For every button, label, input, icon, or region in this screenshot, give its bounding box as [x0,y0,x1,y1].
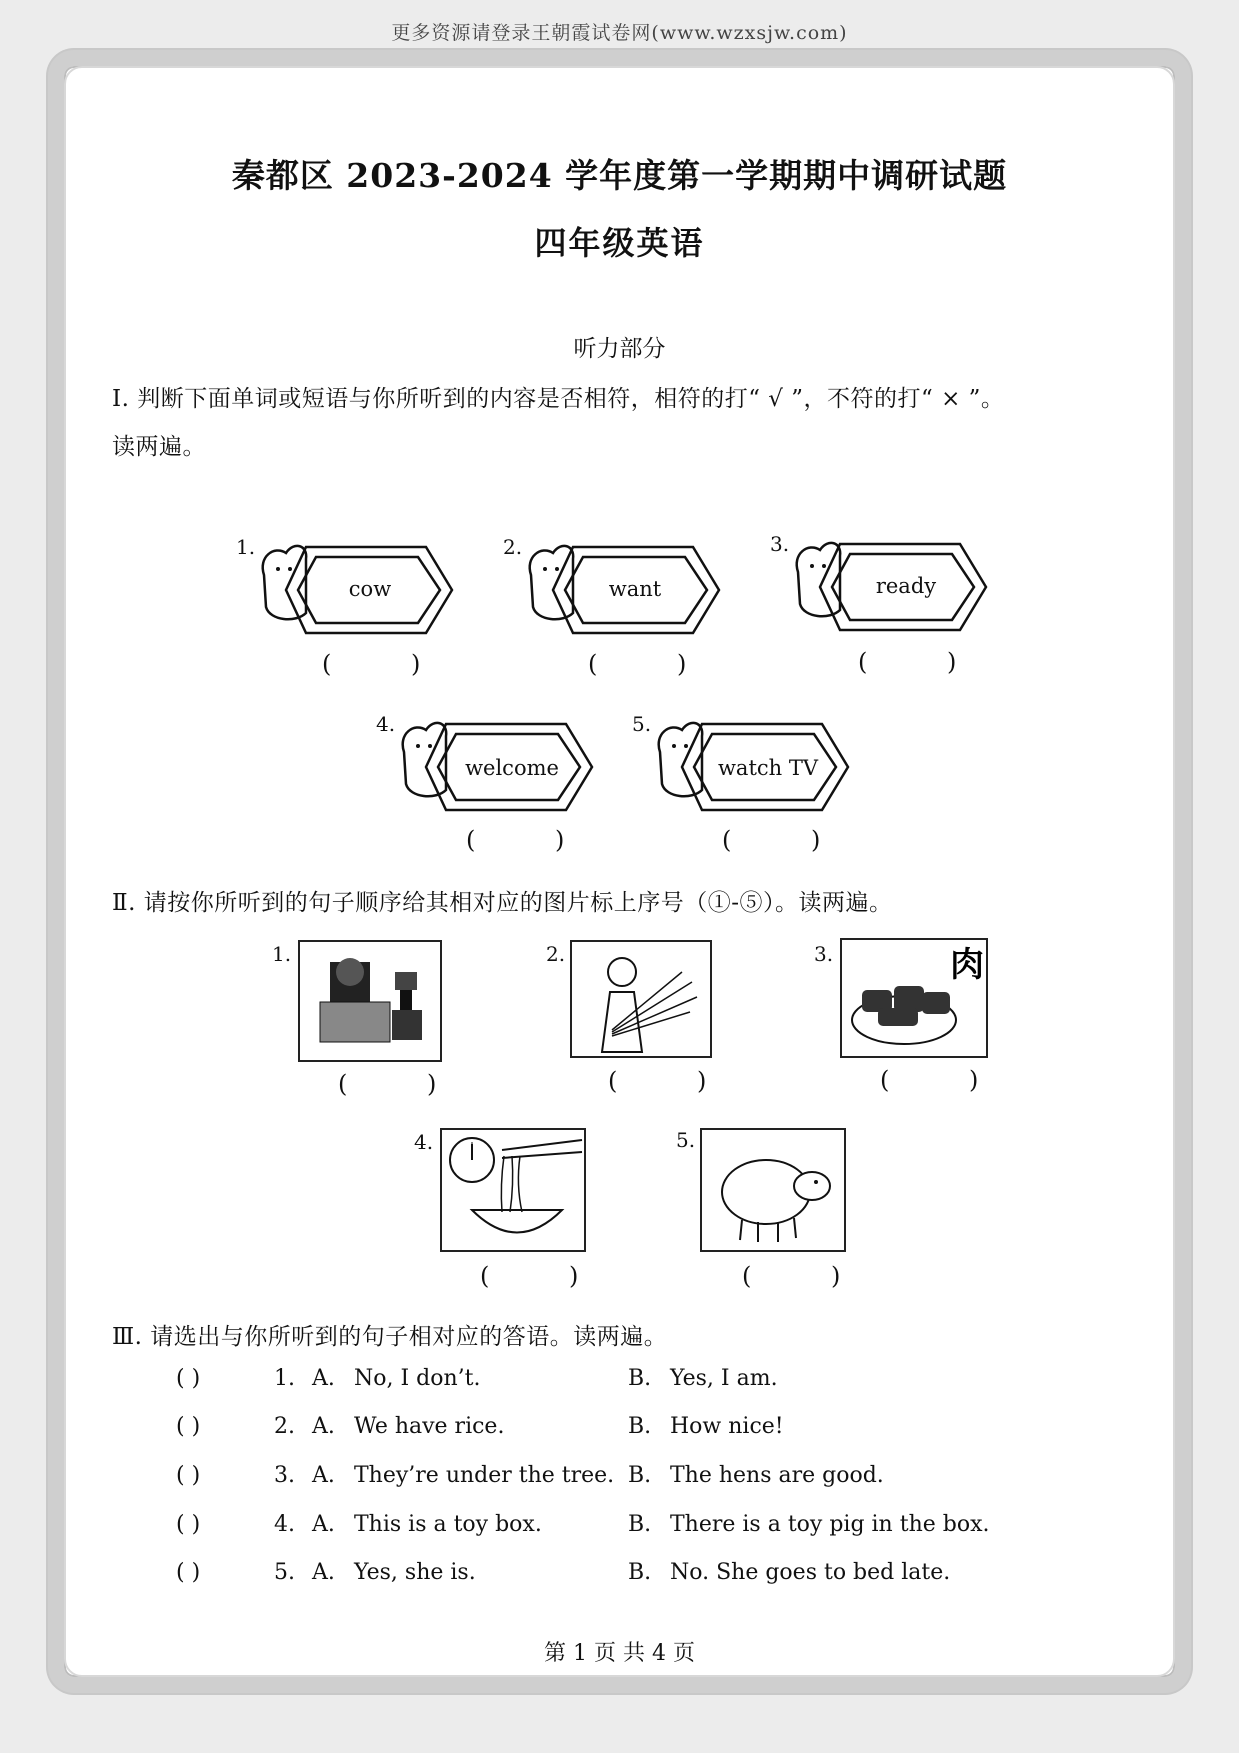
option-b-text: No. She goes to bed late. [670,1560,951,1585]
word-label: ready [875,574,937,598]
option-b-label: B. [628,1366,652,1391]
option-a-label: A. [312,1463,335,1488]
answer-paren: ( ) [176,1560,201,1585]
page-footer: 第 1 页 共 4 页 [544,1641,695,1666]
item-number: 2. [546,942,566,966]
option-b-label: B. [628,1560,652,1585]
option-b-label: B. [628,1463,652,1488]
answer-row [176,1414,200,1439]
answer-paren: ( ) [742,1262,877,1290]
section2-instruction: Ⅱ. 请按你所听到的句子顺序给其相对应的图片标上序号（①-⑤）。读两遍。 [112,890,893,916]
answer-row [176,1463,200,1488]
section1-instruction-line2: 读两遍。 [112,434,206,460]
item-number: 1. [272,942,292,966]
option-a-text: This is a toy box. [354,1512,542,1537]
noodles-picture [440,1128,586,1252]
item-number: 2. [503,535,523,559]
answer-paren: ( ) [608,1067,743,1095]
answer-paren: ( ) [858,648,993,676]
question-number: 1. [274,1366,295,1391]
item-number: 5. [632,712,652,736]
option-a-text: Yes, she is. [354,1560,476,1585]
section3-instruction: Ⅲ. 请选出与你所听到的句子相对应的答语。读两遍。 [112,1324,668,1350]
answer-paren: ( ) [480,1262,615,1290]
listening-caption: 听力部分 [573,336,666,362]
answer-row [176,1512,200,1537]
farmer-wheat-picture [570,940,712,1058]
option-a-label: A. [312,1560,335,1585]
option-b-text: There is a toy pig in the box. [670,1512,990,1537]
option-b-label: B. [628,1512,652,1537]
answer-paren: ( ) [322,650,457,678]
section1-instruction: Ⅰ. 判断下面单词或短语与你所听到的内容是否相符，相符的打“ √ ”，不符的打“ × ”。 [112,386,1005,412]
option-b-text: How nice! [670,1414,784,1439]
answer-row [176,1560,200,1585]
answer-paren: ( ) [588,650,723,678]
header-note: 更多资源请登录王朝霞试卷网(www.wzxsjw.com) [391,22,848,44]
page-frame-inner [64,66,1175,1677]
word-label: cow [348,577,392,601]
answer-paren: ( ) [176,1366,201,1391]
option-a-label: A. [312,1512,335,1537]
sheep-picture [700,1128,846,1252]
bedtime-picture [298,940,442,1062]
answer-paren: ( ) [338,1070,473,1098]
word-label: want [608,577,662,601]
exam-title: 秦都区 2023-2024 学年度第一学期期中调研试题 [231,156,1008,195]
option-b-text: Yes, I am. [670,1366,778,1391]
option-a-text: We have rice. [354,1414,505,1439]
item-number: 4. [414,1130,434,1154]
question-number: 2. [274,1414,295,1439]
answer-paren: ( ) [176,1463,201,1488]
item-number: 3. [770,532,790,556]
exam-subtitle: 四年级英语 [534,224,705,262]
item-number: 4. [376,712,396,736]
answer-paren: ( ) [466,826,601,854]
word-label: welcome [465,756,559,780]
answer-paren: ( ) [176,1414,201,1439]
option-a-label: A. [312,1414,335,1439]
option-a-text: They’re under the tree. [354,1463,615,1488]
option-a-label: A. [312,1366,335,1391]
answer-paren: ( ) [176,1512,201,1537]
answer-row [176,1366,200,1391]
question-number: 5. [274,1560,295,1585]
question-number: 3. [274,1463,295,1488]
word-label: watch TV [717,756,819,780]
option-b-label: B. [628,1414,652,1439]
answer-paren: ( ) [880,1066,1015,1094]
item-number: 5. [676,1128,696,1152]
meat-picture [840,938,988,1058]
option-b-text: The hens are good. [670,1463,884,1488]
question-number: 4. [274,1512,295,1537]
item-number: 1. [236,535,256,559]
meat-char: 肉 [950,945,984,985]
item-number: 3. [814,942,834,966]
option-a-text: No, I don’t. [354,1366,481,1391]
answer-paren: ( ) [722,826,857,854]
